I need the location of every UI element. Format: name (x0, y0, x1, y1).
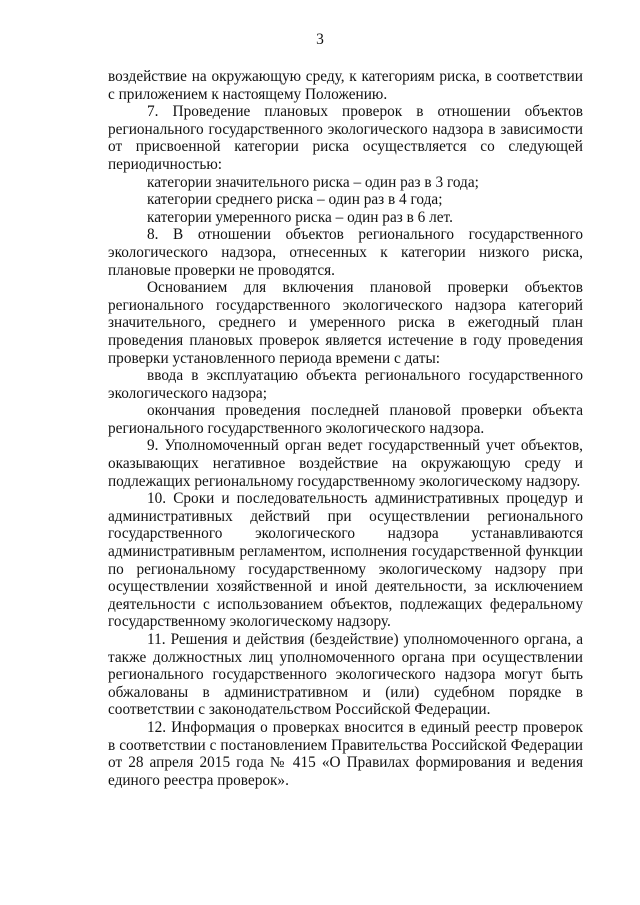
paragraph-item-12: 12. Информация о проверках вносится в единый реестр проверок в соответствии с постановлением Правительства Российской Федерации от 28 апреля 2015 года № 415 «О Правилах формирования и ведения единого реестра проверок». (108, 718, 583, 789)
page-number: 3 (316, 31, 324, 48)
list-item-moderate-risk: категории умеренного риска – один раз в 6 лет. (147, 208, 453, 226)
paragraph-commissioning-date: ввода в эксплуатацию объекта регионального государственного экологического надзора; (108, 367, 583, 402)
paragraph-item-10: 10. Сроки и последовательность административных процедур и административных действий при осуществлении регионального государственного экологического надзора устанавливаются административным регламентом, исполнения государственной функции по региональному государственному экологическому надзору при осуществлении хозяйственной и иной деятельности, за исключением деятельности с использованием объектов, подлежащих федеральному государственному экологическому надзору. (108, 490, 583, 631)
paragraph-last-inspection-date: окончания проведения последней плановой проверки объекта регионального государственного экологического надзора. (108, 402, 583, 437)
paragraph-item-9: 9. Уполномоченный орган ведет государственный учет объектов, оказывающих негативное воздействие на окружающую среду и подлежащих региональному государственному экологическому надзору. (108, 437, 583, 490)
paragraph-item-11: 11. Решения и действия (бездействие) уполномоченного органа, а также должностных лиц уполномоченного органа при осуществлении регионального государственного экологического надзора могут быть обжалованы в административном и (или) судебном порядке в соответствии с законодательством Российской Федерации. (108, 631, 583, 719)
paragraph-basis-for-inclusion: Основанием для включения плановой проверки объектов регионального государственного экологического надзора категорий значительного, среднего и умеренного риска в ежегодный план проведения плановых проверок является истечение в году проведения проверки установленного периода времени с даты: (108, 279, 583, 367)
list-item-significant-risk: категории значительного риска – один раз в 3 года; (147, 173, 479, 191)
paragraph-continuation: воздействие на окружающую среду, к категориям риска, в соответствии с приложением к настоящему Положению. (108, 68, 583, 103)
paragraph-item-7: 7. Проведение плановых проверок в отношении объектов регионального государственного экологического надзора в зависимости от присвоенной категории риска осуществляется со следующей периодичностью: (108, 103, 583, 173)
list-item-medium-risk: категории среднего риска – один раз в 4 года; (147, 191, 443, 209)
paragraph-item-8: 8. В отношении объектов регионального государственного экологического надзора, отнесенных к категории низкого риска, плановые проверки не проводятся. (108, 226, 583, 279)
document-body (108, 68, 583, 789)
